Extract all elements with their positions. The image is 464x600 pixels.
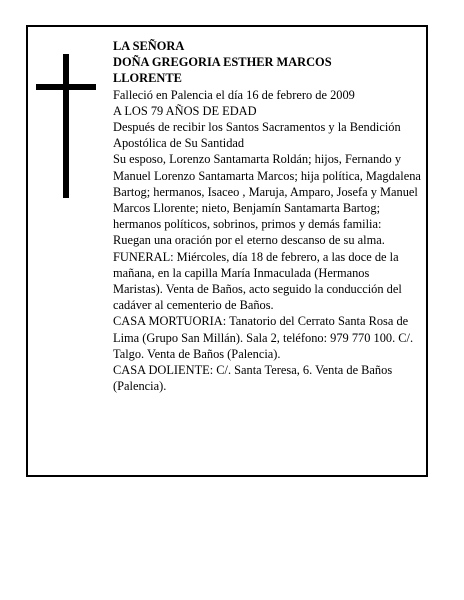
deceased-name-block xyxy=(113,38,421,87)
deceased-name-line-1: DOÑA GREGORIA ESTHER MARCOS xyxy=(113,55,332,70)
notice-title: LA SEÑORA xyxy=(113,39,185,53)
sacraments-paragraph: Después de recibir los Santos Sacramentos y la Bendición Apostólica de Su Santidad xyxy=(113,120,401,151)
casa-mortuoria-paragraph: CASA MORTUORIA: Tanatorio del Cerrato Santa Rosa de Lima (Grupo San Millán). Sala 2, teléfono: 979 770 100. C/. Talgo. Venta de Baños (Palencia). xyxy=(113,314,414,361)
notice-text xyxy=(113,38,421,394)
casa-doliente-paragraph: CASA DOLIENTE: C/. Santa Teresa, 6. Venta de Baños (Palencia). xyxy=(113,363,393,394)
prayer-paragraph: Ruegan una oración por el eterno descanso de su alma. xyxy=(113,233,385,248)
family-paragraph: Su esposo, Lorenzo Santamarta Roldán; hijos, Fernando y Manuel Lorenzo Santamarta Marcos; hija política, Magdalena Bartog; hermanos, Isaceo , Maruja, Amparo, Josefa y Manuel Marcos Llorente; nieto, Benjamín Santamarta Bartog; hermanos políticos, sobrinos, primos y demás familia: xyxy=(113,152,421,232)
death-date-line: Falleció en Palencia el día 16 de febrero de 2009 xyxy=(113,87,355,102)
deceased-name-line-2: LLORENTE xyxy=(113,71,182,86)
cross-vertical-bar xyxy=(63,54,69,198)
funeral-paragraph: FUNERAL: Miércoles, día 18 de febrero, a las doce de la mañana, en la capilla María Inmaculada (Hermanos Maristas). Venta de Baños, acto seguido la conducción del cadáver al cementerio de Baños. xyxy=(113,249,402,313)
cross-horizontal-bar xyxy=(36,84,96,90)
cross-icon xyxy=(36,54,96,198)
age-line: A LOS 79 AÑOS DE EDAD xyxy=(113,103,257,118)
